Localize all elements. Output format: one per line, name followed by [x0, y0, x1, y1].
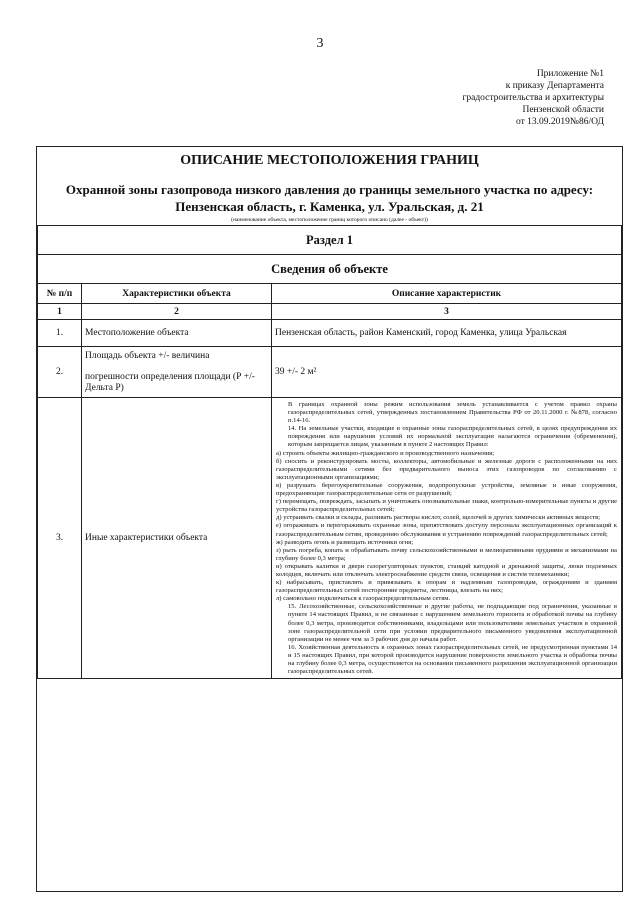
- row-characteristic-line: Площадь объекта +/- величина: [85, 350, 210, 361]
- row-characteristic: Иные характеристики объекта: [82, 398, 272, 679]
- list-item: в) разрушать берегоукрепительные сооружения, водопропускные устройства, земляные и иные сооружения, предохраняющие газораспределительные сети от разрушений;: [276, 481, 617, 498]
- section-row: [38, 226, 622, 255]
- table-row: [38, 398, 622, 679]
- list-item: а) строить объекты жилищно-гражданского и производственного назначения;: [276, 449, 495, 457]
- list-item: г) перемещать, повреждать, засыпать и уничтожать опознавательные знаки, контрольно-измерительные пункты и другие устройства газораспределительных сетей;: [276, 498, 617, 514]
- document-subtitle: Охранной зоны газопровода низкого давления до границы земельного участка по адресу: Пензенская область, г. Каменка, ул. Уральская, д. 21: [65, 182, 594, 214]
- appendix-line: градостроительства и архитектуры: [462, 93, 604, 103]
- header-description: Описание характеристик: [272, 284, 622, 304]
- row-characteristic: [82, 347, 272, 398]
- row-number: 3.: [38, 398, 82, 679]
- column-number: 1: [38, 304, 82, 320]
- list-item: В границах охранной зоны режим использования земель устанавливается с учетом правил охраны газораспределительных сетей, утвержденных постановлением Правительства РФ от 20.11.2000 г. №878, согласно п.14-16.: [288, 401, 617, 425]
- list-item: к) набрасывать, приставлять и привязывать к опорам и надземным газопроводам, ограждениям и зданиям газораспределительных сетей посторонние предметы, лестницы, влезать на них;: [276, 579, 617, 595]
- page-number: 3: [316, 36, 324, 51]
- appendix-block: [364, 68, 604, 128]
- section-title-row: [38, 255, 622, 284]
- header-number: № п/п: [38, 284, 82, 304]
- row-number: 2.: [38, 347, 82, 398]
- header-characteristic: Характеристики объекта: [82, 284, 272, 304]
- document-title: ОПИСАНИЕ МЕСТОПОЛОЖЕНИЯ ГРАНИЦ: [180, 153, 479, 168]
- column-number: 2: [82, 304, 272, 320]
- appendix-line: к приказу Департамента: [505, 81, 604, 91]
- appendix-line: от 13.09.2019№86/ОД: [516, 117, 604, 127]
- appendix-line: Приложение №1: [536, 69, 604, 79]
- table-row: [38, 347, 622, 398]
- table-header-row: [38, 284, 622, 304]
- section-label: Раздел 1: [38, 226, 622, 255]
- list-item: ж) разводить огонь и размещать источники огня;: [276, 538, 414, 546]
- row-characteristic-line: погрешности определения площади (Р +/- Дельта Р): [85, 371, 255, 393]
- list-item: и) открывать калитки и двери газорегуляторных пунктов, станций катодной и дренажной защиты, люки подземных колодцев, включать или отключать электроснабжение средств связи, освещения и систем телемеханики;: [276, 562, 617, 578]
- column-number: 3: [272, 304, 622, 320]
- appendix-line: Пензенской области: [522, 105, 604, 115]
- list-item: б) сносить и реконструировать мосты, коллекторы, автомобильные и железные дороги с расположенными на них газораспределительными сетями без предварительного выноса этих газопроводов по согласованию с эксплуатационными организациями;: [276, 457, 617, 481]
- list-item: 16. Хозяйственная деятельность в охранных зонах газораспределительных сетей, не предусмотренная пунктами 14 и 15 настоящих Правил, при которой производится нарушение поверхности земельного участка и обработка почвы на глубину более 0,3 метра, осуществляется на основании письменного разрешения эксплуатационной организации газораспределительных сетей.: [288, 643, 617, 676]
- list-item: 15. Лесохозяйственные, сельскохозяйственные и другие работы, не подпадающие под ограничения, указанные в пункте 14 настоящих Правил, и не связанные с нарушением земельного горизонта и обработкой почвы на глубину более 0,3 метра, производятся собственниками, владельцами или пользователями земельных участков в охранной зоне газораспределительной сети при условии предварительного письменного уведомления эксплуатационной организации не менее чем за 3 рабочих дня до начала работ.: [288, 603, 617, 643]
- row-characteristic: Местоположение объекта: [82, 320, 272, 347]
- object-table: [37, 225, 622, 679]
- document-frame: [36, 146, 623, 892]
- section-title: Сведения об объекте: [38, 255, 622, 284]
- row-number: 1.: [38, 320, 82, 347]
- table-row: [38, 320, 622, 347]
- list-item: з) рыть погреба, копать и обрабатывать почву сельскохозяйственными и мелиоративными орудиями и механизмами на глубину более 0,3 метра;: [276, 546, 617, 562]
- list-item: д) устраивать свалки и склады, разливать растворы кислот, солей, щелочей и других химически активных веществ;: [276, 514, 601, 522]
- column-number-row: [38, 304, 622, 320]
- object-note: (наименование объекта, местоположение границ которого описано (далее - объект)): [231, 217, 428, 223]
- list-item: л) самовольно подключаться к газораспределительным сетям.: [276, 595, 451, 603]
- row-description: 39 +/- 2 м²: [272, 347, 622, 398]
- row-description: Пензенская область, район Каменский, город Каменка, улица Уральская: [272, 320, 622, 347]
- list-item: е) огораживать и перегораживать охранные зоны, препятствовать доступу персонала эксплуатационных организаций к газораспределительным сетям, проведению обслуживания и устранению повреждений газораспределительных сетей;: [276, 522, 617, 538]
- row-description-list: [272, 398, 622, 679]
- list-item: 14. На земельные участки, входящие в охранные зоны газораспределительных сетей, в целях предупреждения их повреждения или нарушения условий их нормальной эксплуатации налагаются ограничения (обременения), которым запрещается лицам, указанным в пункте 2 настоящих Правил:: [288, 425, 617, 449]
